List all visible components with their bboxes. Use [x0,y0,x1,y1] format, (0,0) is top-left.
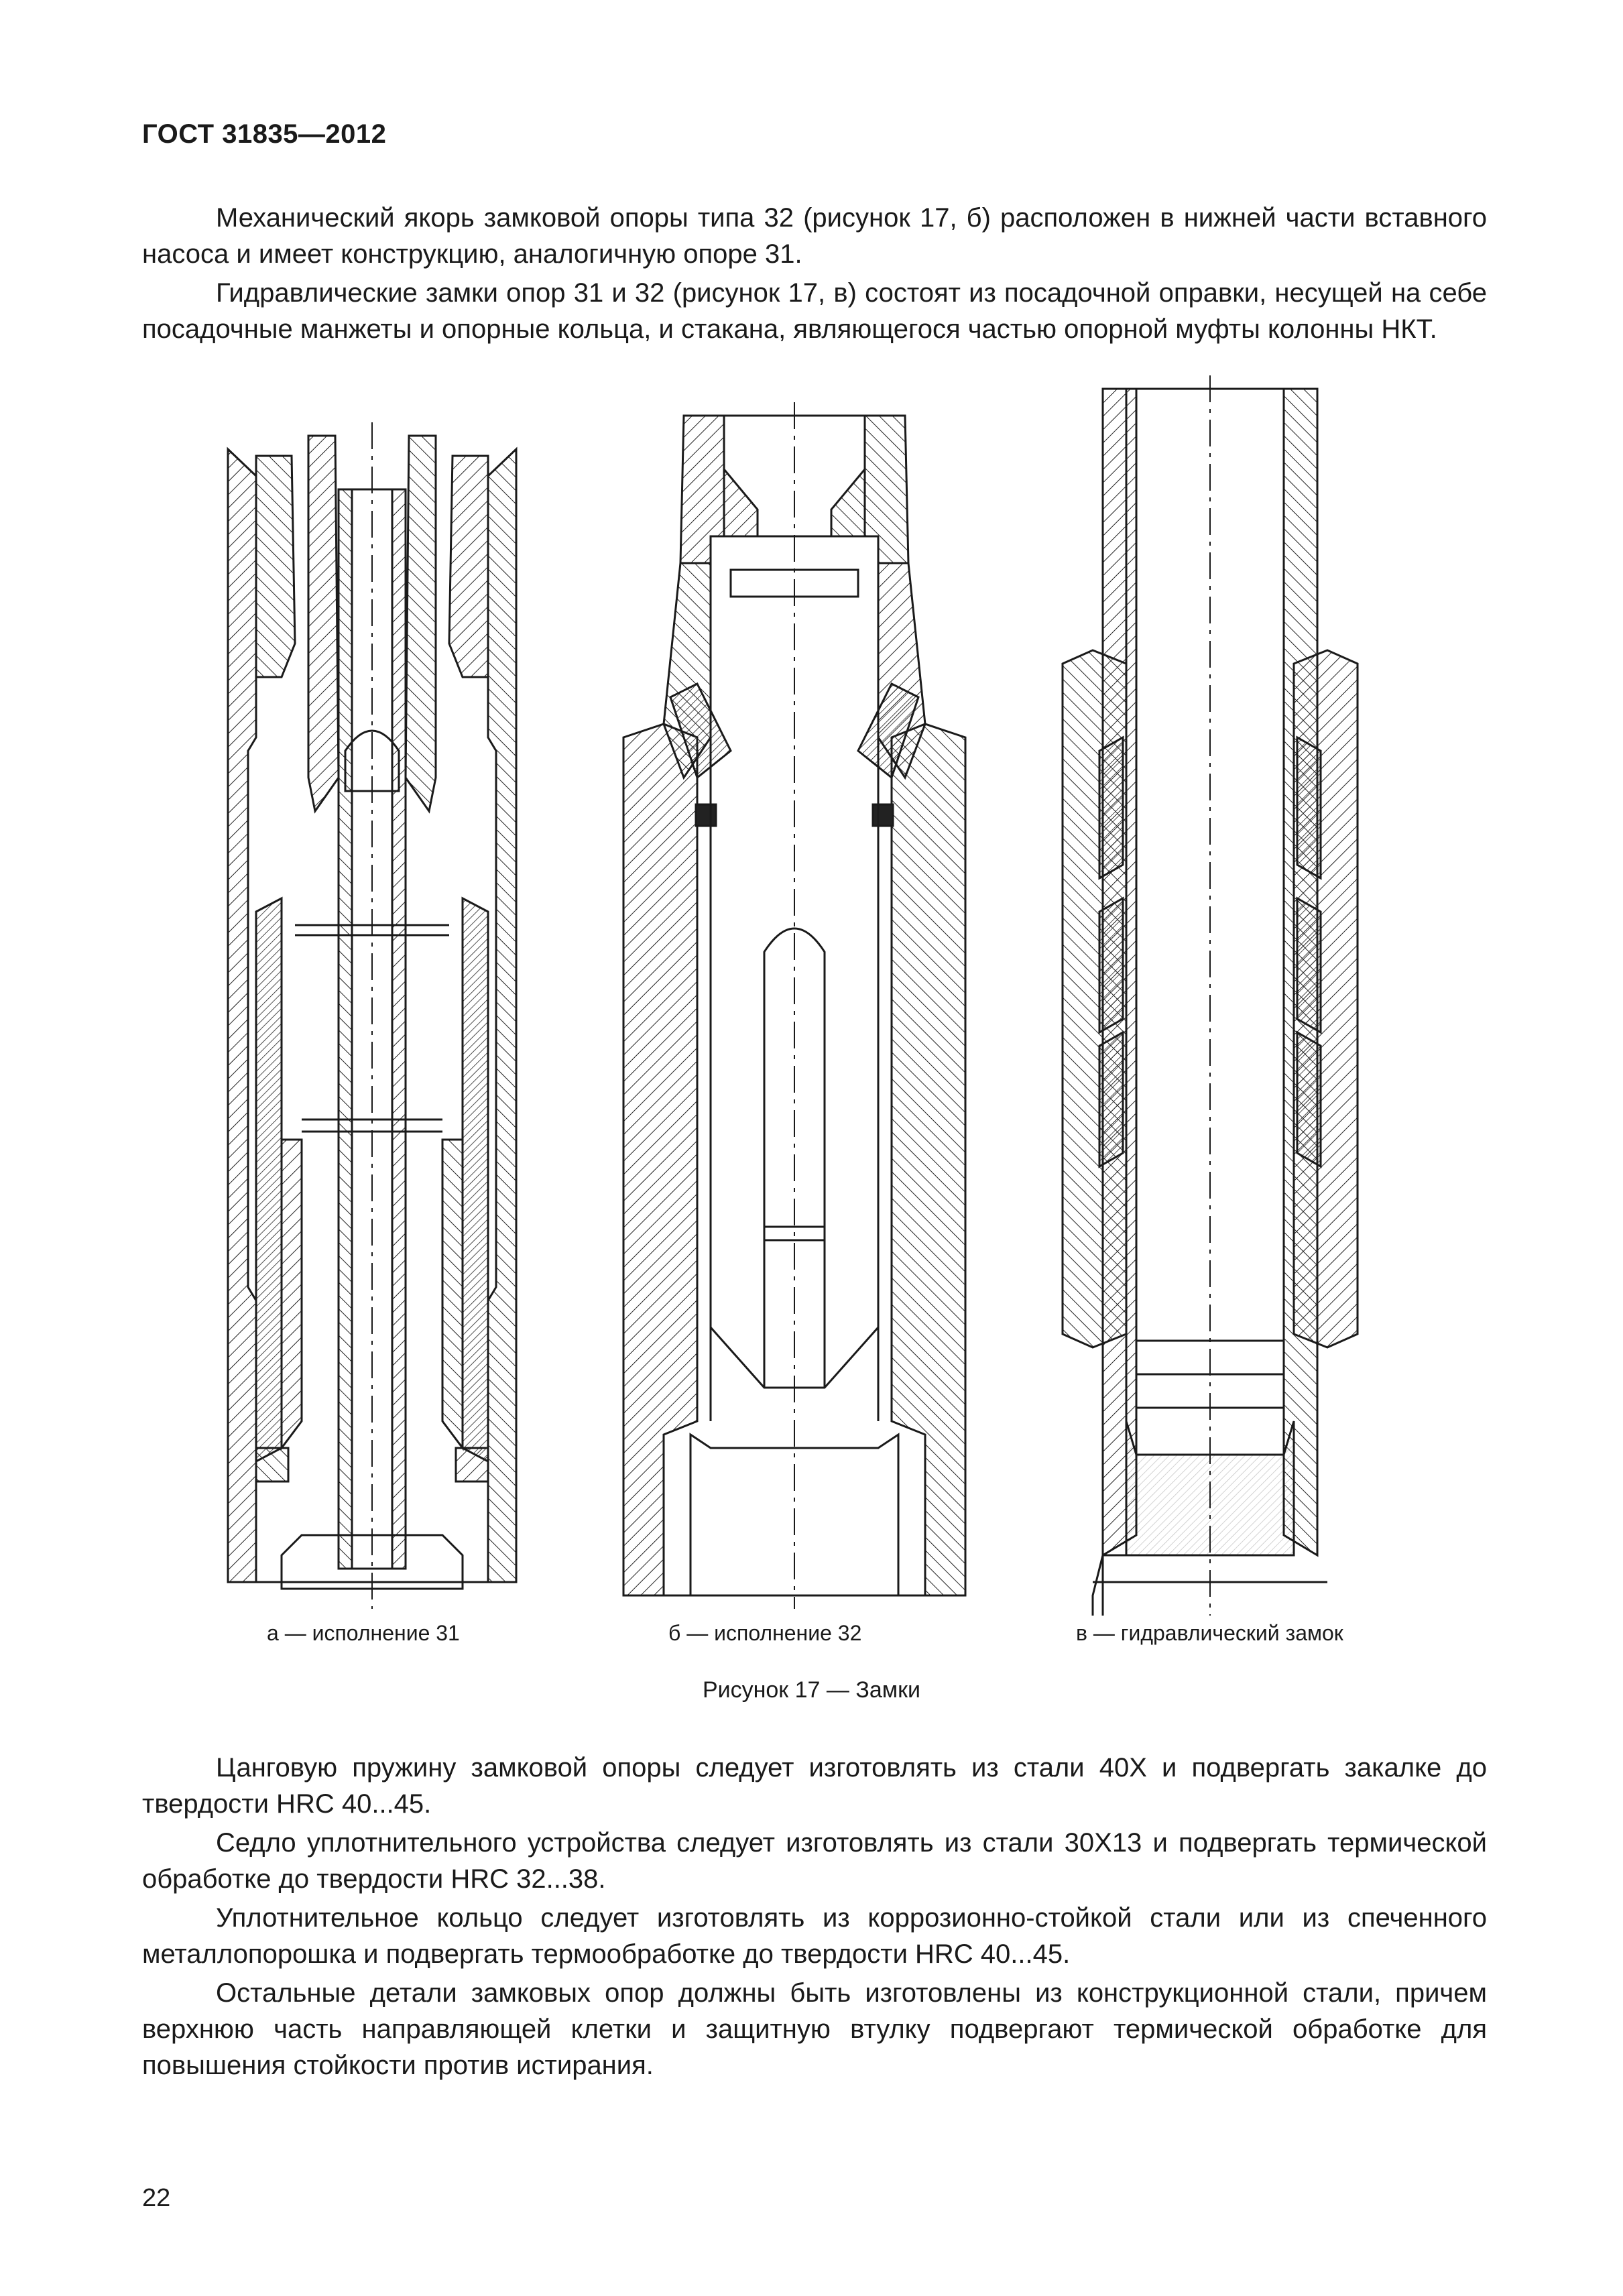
page-number: 22 [142,2184,171,2212]
body-paragraph-3: Уплотнительное кольцо следует изготовлять из коррозионно-стойкой стали или из спеченного металлопорошка и подвергать термообработке до твердости HRC 40...45. [142,1903,1487,1969]
body-paragraph-1: Цанговую пружину замковой опоры следует изготовлять из стали 40Х и подвергать закалке до твердости HRC 40...45. [142,1753,1487,1819]
body-paragraph-2: Седло уплотнительного устройства следует изготовлять из стали 30Х13 и подвергать термической обработке до твердости HRC 32...38. [142,1828,1487,1894]
figure-title: Рисунок 17 — Замки [702,1677,921,1703]
intro-paragraph-2: Гидравлические замки опор 31 и 32 (рисунок 17, в) состоят из посадочной оправки, несущей на себе посадочные манжеты и опорные кольца, и стакана, являющегося частью опорной муфты колонны НКТ. [142,278,1487,344]
caption-version-32: б — исполнение 32 [668,1621,862,1645]
body-paragraph-4: Остальные детали замковых опор должны быть изготовлены из конструкционной стали, причем верхнюю часть направляющей клетки и защитную втулку подвергают термической обработке для повышения стойкости против истирания. [142,1978,1487,2080]
document-header: ГОСТ 31835—2012 [142,119,387,149]
caption-hydraulic-lock: в — гидравлический замок [1076,1621,1343,1645]
drawing-hydraulic-lock [1063,375,1358,1616]
figure-17-drawing [201,375,1421,1616]
drawing-version-32 [623,402,965,1609]
drawing-version-31 [228,422,516,1609]
caption-version-31: а — исполнение 31 [267,1621,460,1645]
intro-paragraph-1: Механический якорь замковой опоры типа 32 (рисунок 17, б) расположен в нижней части вставного насоса и имеет конструкцию, аналогичную опоре 31. [142,203,1487,269]
